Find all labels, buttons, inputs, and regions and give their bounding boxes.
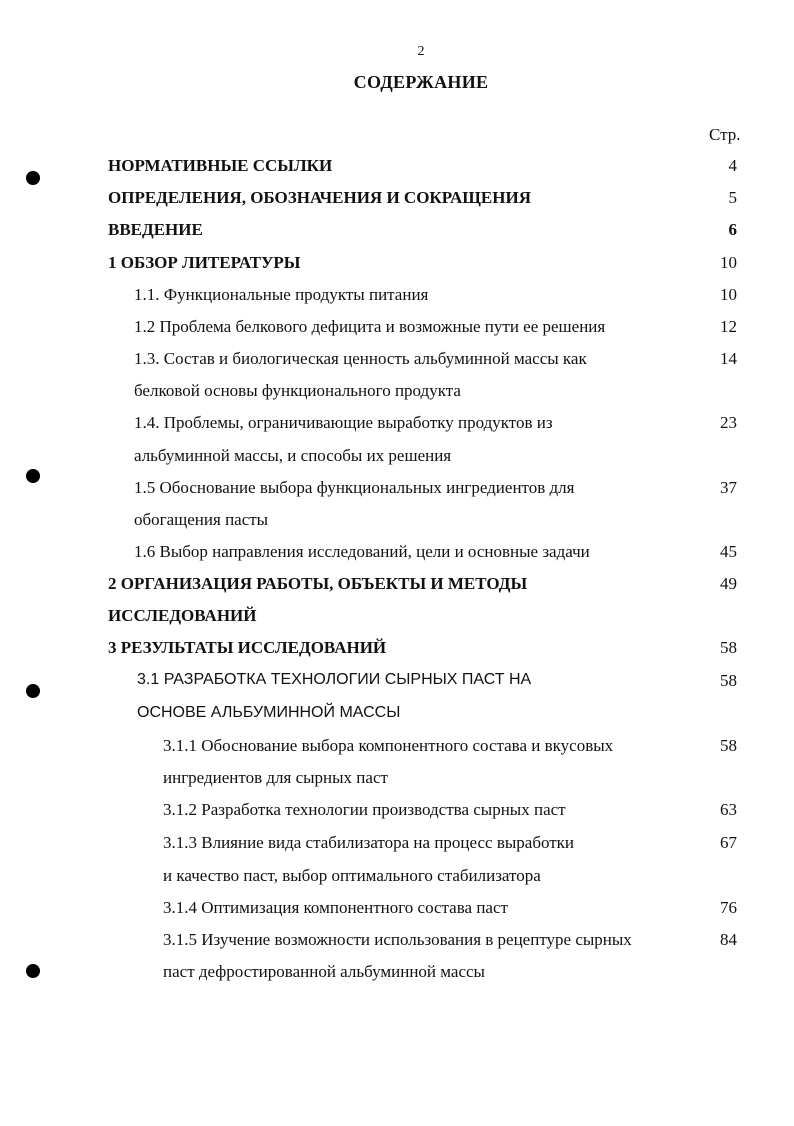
toc-entry-1-6: 1.6 Выбор направления исследований, цели и основные задачи xyxy=(134,542,590,561)
toc-entry-chapter-1: 1 ОБЗОР ЛИТЕРАТУРЫ xyxy=(108,253,301,272)
toc-entry-1-4: 1.4. Проблемы, ограничивающие выработку продуктов из xyxy=(134,413,553,432)
punch-hole xyxy=(26,964,40,978)
toc-page: 84 xyxy=(720,930,737,949)
toc-entry-3-1-4: 3.1.4 Оптимизация компонентного состава паст xyxy=(163,898,508,917)
toc-entry-chapter-2: 2 ОРГАНИЗАЦИЯ РАБОТЫ, ОБЪЕКТЫ И МЕТОДЫ xyxy=(108,574,528,593)
toc-page: 58 xyxy=(720,638,737,657)
page-number: 2 xyxy=(417,44,425,59)
toc-entry-1-3-cont: белковой основы функционального продукта xyxy=(134,381,461,400)
punch-hole xyxy=(26,171,40,185)
toc-entry-3-1-1: 3.1.1 Обоснование выбора компонентного состава и вкусовых xyxy=(163,736,614,755)
toc-entry-chapter-3: 3 РЕЗУЛЬТАТЫ ИССЛЕДОВАНИЙ xyxy=(108,638,387,657)
toc-page: 23 xyxy=(720,413,737,432)
page-title: СОДЕРЖАНИЕ xyxy=(353,72,489,92)
toc-page: 4 xyxy=(728,156,737,175)
toc-page: 58 xyxy=(720,671,737,690)
toc-entry-normative-refs: НОРМАТИВНЫЕ ССЫЛКИ xyxy=(108,156,333,175)
toc-entry-1-4-cont: альбуминной массы, и способы их решения xyxy=(134,446,452,465)
toc-entry-1-1: 1.1. Функциональные продукты питания xyxy=(134,285,429,304)
toc-entry-definitions: ОПРЕДЕЛЕНИЯ, ОБОЗНАЧЕНИЯ И СОКРАЩЕНИЯ xyxy=(108,188,531,207)
toc-page: 49 xyxy=(720,574,737,593)
toc-entry-1-2: 1.2 Проблема белкового дефицита и возможные пути ее решения xyxy=(134,317,606,336)
toc-entry-introduction: ВВЕДЕНИЕ xyxy=(108,220,203,239)
pages-column-label: Стр. xyxy=(709,125,741,144)
toc-entry-1-5-cont: обогащения пасты xyxy=(134,510,269,529)
toc-page: 14 xyxy=(720,349,737,368)
toc-entry-chapter-2-cont: ИССЛЕДОВАНИЙ xyxy=(108,606,257,625)
toc-entry-3-1-3-cont: и качество паст, выбор оптимального стабилизатора xyxy=(163,866,541,885)
toc-entry-3-1-1-cont: ингредиентов для сырных паст xyxy=(163,768,388,787)
toc-page: 6 xyxy=(728,220,737,239)
toc-page: 63 xyxy=(720,800,737,819)
toc-entry-1-5: 1.5 Обоснование выбора функциональных ингредиентов для xyxy=(134,478,575,497)
toc-entry-1-3: 1.3. Состав и биологическая ценность альбуминной массы как xyxy=(134,349,587,368)
toc-entry-3-1-5: 3.1.5 Изучение возможности использования в рецептуре сырных xyxy=(163,930,632,949)
toc-entry-3-1-cont: ОСНОВЕ АЛЬБУМИННОЙ МАССЫ xyxy=(137,704,401,721)
toc-entry-3-1-3: 3.1.3 Влияние вида стабилизатора на процесс выработки xyxy=(163,833,575,852)
toc-page: 58 xyxy=(720,736,737,755)
toc-entry-3-1-2: 3.1.2 Разработка технологии производства сырных паст xyxy=(163,800,566,819)
toc-page: 37 xyxy=(720,478,737,497)
toc-page: 10 xyxy=(720,253,737,272)
toc-page: 67 xyxy=(720,833,737,852)
toc-page: 76 xyxy=(720,898,737,917)
punch-hole xyxy=(26,684,40,698)
toc-page: 12 xyxy=(720,317,737,336)
punch-hole xyxy=(26,469,40,483)
toc-page: 45 xyxy=(720,542,737,561)
toc-page: 10 xyxy=(720,285,737,304)
toc-page: 5 xyxy=(728,188,737,207)
toc-entry-3-1-5-cont: паст дефростированной альбуминной массы xyxy=(163,962,485,981)
toc-entry-3-1: 3.1 РАЗРАБОТКА ТЕХНОЛОГИИ СЫРНЫХ ПАСТ НА xyxy=(137,671,532,688)
